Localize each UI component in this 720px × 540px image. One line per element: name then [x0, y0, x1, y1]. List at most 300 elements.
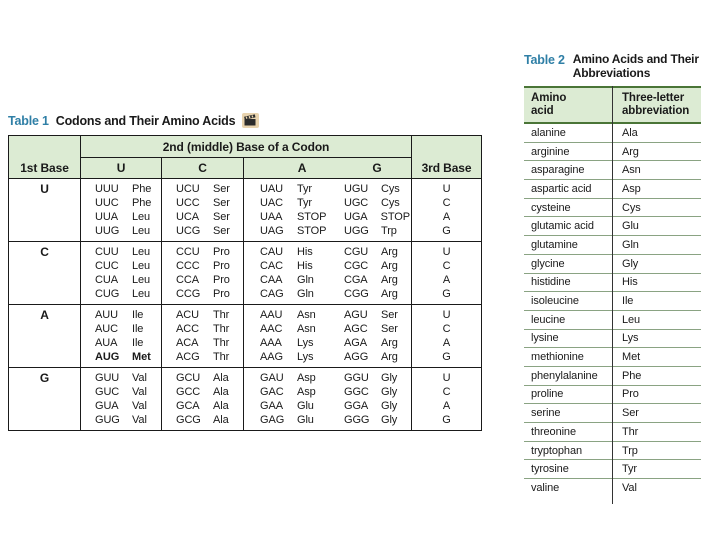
table2-caption [524, 53, 701, 80]
codon-entry [344, 182, 410, 196]
third-base-letter: G [442, 288, 451, 300]
table1-label: Table 1 [8, 113, 49, 128]
first-base-cell: G [9, 368, 81, 431]
amino-acid-abbr: Arg [381, 260, 398, 272]
codon: CAU [260, 246, 283, 258]
col-header-base-g: G [372, 161, 382, 175]
amino-acid-abbr: Ile [132, 323, 144, 335]
amino-acid-abbreviation: Lys [622, 332, 639, 345]
amino-acid-name: cysteine [531, 201, 571, 214]
codon-cell-a-g [244, 242, 412, 305]
codon-entry [176, 182, 243, 196]
amino-acid-abbr: STOP [297, 211, 327, 223]
codon-entry [260, 336, 344, 350]
amino-acid-abbreviation: Leu [622, 313, 641, 326]
codon-entry [176, 259, 243, 273]
codon-entry [95, 259, 161, 273]
codon-entry [95, 371, 161, 385]
codon-entry [176, 210, 243, 224]
codon-entry [176, 322, 243, 336]
codon-subcol-a [260, 308, 344, 364]
codon: CCU [176, 246, 200, 258]
codon-table-section [8, 110, 481, 431]
codon: AUC [95, 323, 118, 335]
amino-acid-abbr: Leu [132, 260, 151, 272]
codon-entry [260, 287, 344, 301]
codon-table-header-row-1 [9, 136, 482, 158]
amino-acid-abbreviation: Gln [622, 238, 639, 251]
codon: AGA [344, 337, 367, 349]
amino-acid-abbr: Val [132, 372, 147, 384]
amino-acid-name: histidine [531, 276, 571, 289]
codon-entry [176, 287, 243, 301]
codon: GAC [260, 386, 284, 398]
codon: CGU [344, 246, 369, 258]
amino-acid-abbreviation: Pro [622, 388, 639, 401]
codon: GCA [176, 400, 200, 412]
codon-entry [344, 371, 410, 385]
amino-acid-table-section [524, 53, 701, 498]
amino-acid-abbr: Ser [381, 323, 398, 335]
first-base-cell: C [9, 242, 81, 305]
amino-acid-abbr: Thr [213, 323, 230, 335]
amino-acid-abbreviation: Arg [622, 145, 639, 158]
amino-acid-abbr: Gln [297, 274, 314, 286]
amino-acid-name: methionine [531, 351, 584, 364]
amino-acid-abbr: STOP [297, 225, 327, 237]
amino-acid-abbr: Ala [213, 372, 229, 384]
amino-acid-abbr: Ser [213, 197, 230, 209]
amino-acid-abbr: Leu [132, 274, 151, 286]
table1-caption [8, 110, 481, 131]
amino-acid-abbr: Ala [213, 400, 229, 412]
amino-acid-name: valine [531, 482, 560, 495]
codon-a-g-wrap [244, 245, 411, 301]
table2-title-line2: Abbreviations [572, 65, 651, 80]
amino-acid-abbr: Met [132, 351, 151, 363]
codon-cell-c [162, 179, 244, 242]
third-base-letter: C [442, 323, 451, 335]
amino-acid-abbr: Leu [132, 288, 151, 300]
codon: GAA [260, 400, 283, 412]
col-header-base-a-g [244, 158, 412, 179]
amino-acid-abbr: Arg [381, 337, 398, 349]
codon: GAU [260, 372, 284, 384]
codon-cell-u [81, 305, 162, 368]
codon-entry [95, 308, 161, 322]
table2-title [573, 53, 699, 80]
codon: CGA [344, 274, 368, 286]
third-base-cell [412, 305, 482, 368]
amino-acid-abbr: Cys [381, 183, 400, 195]
codon-entry [344, 385, 410, 399]
codon: UCG [176, 225, 201, 237]
amino-acid-abbr: Leu [132, 225, 151, 237]
codon-entry [95, 413, 161, 427]
table1-title: Codons and Their Amino Acids [55, 113, 236, 128]
amino-acid-abbr: Pro [213, 288, 230, 300]
codon-entry [344, 196, 410, 210]
amino-acid-abbr: Tyr [297, 197, 312, 209]
first-base-cell: U [9, 179, 81, 242]
codon-entry [344, 224, 410, 238]
codon: UCC [176, 197, 200, 209]
amino-acid-name: leucine [531, 313, 566, 326]
codon: AGG [344, 351, 369, 363]
codon-entry [176, 336, 243, 350]
amino-acid-abbr: Arg [381, 274, 398, 286]
codon-entry [95, 399, 161, 413]
codon-entry [95, 385, 161, 399]
codon: UCA [176, 211, 199, 223]
amino-acid-name: threonine [531, 425, 576, 438]
amino-acid-abbr: Phe [132, 197, 152, 209]
codon: GCC [176, 386, 201, 398]
codon: GUU [95, 372, 120, 384]
codon-entry [176, 399, 243, 413]
codon: ACG [176, 351, 200, 363]
third-base-letter: U [442, 309, 451, 321]
codon-entry [260, 245, 344, 259]
codon-subcol-g [344, 182, 410, 238]
amino-acid-abbr: Asn [297, 323, 316, 335]
codon: CUA [95, 274, 118, 286]
third-base-letter: U [442, 372, 451, 384]
codon-entry [176, 350, 243, 364]
amino-acid-abbr: Cys [381, 197, 400, 209]
codon-entry [95, 336, 161, 350]
third-base-letter: G [442, 225, 451, 237]
third-base-cell [412, 368, 482, 431]
codon: UGU [344, 183, 369, 195]
codon-entry [260, 413, 344, 427]
amino-acid-abbreviation: Asp [622, 182, 641, 195]
third-base-letter: A [442, 337, 451, 349]
codon-block-row-c [9, 242, 482, 305]
codon-entry [95, 287, 161, 301]
codon: CAG [260, 288, 284, 300]
column-divider-line [612, 86, 613, 504]
codon-a-g-wrap [244, 308, 411, 364]
amino-acid-abbreviation: Phe [622, 369, 642, 382]
codon: UGG [344, 225, 369, 237]
codon: GCG [176, 414, 201, 426]
codon-entry [260, 350, 344, 364]
amino-acid-abbreviation: Asn [622, 164, 641, 177]
amino-acid-abbreviation: Gly [622, 257, 639, 270]
codon-block-row-g [9, 368, 482, 431]
codon: CAA [260, 274, 283, 286]
codon: AAC [260, 323, 283, 335]
amino-acid-name: arginine [531, 145, 570, 158]
amino-acid-abbreviation: Glu [622, 220, 639, 233]
codon: UGC [344, 197, 369, 209]
col-header-base-c: C [162, 158, 244, 179]
amino-acid-abbr: Pro [213, 246, 230, 258]
amino-acid-abbr: Glu [297, 400, 314, 412]
amino-acid-abbreviation: Ala [622, 126, 638, 139]
amino-acid-name: glutamine [531, 238, 578, 251]
amino-acid-abbr: Asp [297, 372, 316, 384]
codon-cell-u [81, 368, 162, 431]
amino-acid-name: tyrosine [531, 463, 569, 476]
codon: GUC [95, 386, 120, 398]
codon: UCU [176, 183, 200, 195]
amino-acid-name: serine [531, 407, 561, 420]
amino-acid-abbreviation: Tyr [622, 463, 637, 476]
amino-acid-abbr: Ser [213, 183, 230, 195]
amino-acid-abbr: Gly [381, 400, 398, 412]
codon-entry [95, 224, 161, 238]
codon: GUA [95, 400, 119, 412]
amino-acid-abbr: Thr [213, 309, 230, 321]
codon-entry [344, 336, 410, 350]
codon: ACC [176, 323, 199, 335]
codon-subcol-a [260, 245, 344, 301]
amino-acid-abbr: Pro [213, 274, 230, 286]
codon-entry [176, 273, 243, 287]
codon-subcol-g [344, 371, 410, 427]
codon-entry [344, 413, 410, 427]
col-header-second-base: 2nd (middle) Base of a Codon [81, 136, 412, 158]
amino-acid-abbr: Ala [213, 414, 229, 426]
third-base-cell [412, 179, 482, 242]
codon-entry [344, 350, 410, 364]
amino-acid-abbr: Arg [381, 288, 398, 300]
col-header-three-letter-abbreviation: Three-letter abbreviation [622, 92, 690, 117]
codon: UUA [95, 211, 118, 223]
codon-cell-c [162, 368, 244, 431]
codon: UUC [95, 197, 119, 209]
codon-entry [344, 245, 410, 259]
first-base-cell: A [9, 305, 81, 368]
codon: GGC [344, 386, 369, 398]
amino-acid-abbr: Pro [213, 260, 230, 272]
amino-acid-abbr: His [297, 246, 313, 258]
codon-entry [176, 371, 243, 385]
codon-entry [95, 322, 161, 336]
codon-table [8, 135, 482, 431]
codon-cell-c [162, 305, 244, 368]
amino-acid-abbr: Ser [381, 309, 398, 321]
amino-acid-name: aspartic acid [531, 182, 592, 195]
amino-acid-abbr: Thr [213, 337, 230, 349]
codon: AUG [95, 351, 120, 363]
col-header-amino-acid: Amino acid [531, 92, 567, 117]
codon: CUG [95, 288, 120, 300]
amino-acid-abbreviation: Val [622, 482, 637, 495]
amino-acid-abbr: Glu [297, 414, 314, 426]
codon: GCU [176, 372, 201, 384]
codon: GUG [95, 414, 120, 426]
amino-acid-abbr: Ser [213, 211, 230, 223]
amino-acid-abbr: Tyr [297, 183, 312, 195]
codon: UAU [260, 183, 283, 195]
codon-entry [176, 224, 243, 238]
codon-cell-u [81, 179, 162, 242]
third-base-letter: A [442, 274, 451, 286]
codon: CCA [176, 274, 199, 286]
amino-acid-abbreviation: His [622, 276, 638, 289]
codon: AGU [344, 309, 368, 321]
amino-acid-abbr: Ile [132, 337, 144, 349]
codon: AUA [95, 337, 118, 349]
codon-entry [176, 245, 243, 259]
amino-acid-abbr: Val [132, 386, 147, 398]
codon-entry [95, 210, 161, 224]
codon-entry [344, 287, 410, 301]
codon: CAC [260, 260, 283, 272]
codon: UAA [260, 211, 283, 223]
amino-acid-name: asparagine [531, 164, 585, 177]
amino-acid-name: alanine [531, 126, 566, 139]
amino-acid-name: lysine [531, 332, 559, 345]
codon-subcol-g [344, 245, 410, 301]
codon-entry [344, 273, 410, 287]
codon-entry [260, 224, 344, 238]
amino-acid-name: isoleucine [531, 295, 579, 308]
codon-entry [260, 196, 344, 210]
amino-acid-abbr: Gly [381, 386, 398, 398]
amino-acid-abbr: Asn [297, 309, 316, 321]
codon-entry [260, 385, 344, 399]
codon: AAU [260, 309, 283, 321]
codon: AUU [95, 309, 118, 321]
codon-entry [176, 196, 243, 210]
amino-acid-name: phenylalanine [531, 369, 598, 382]
codon-entry [260, 399, 344, 413]
amino-acid-abbr: Ile [132, 309, 144, 321]
amino-acid-table [524, 86, 701, 498]
codon: UGA [344, 211, 368, 223]
codon-entry [344, 322, 410, 336]
codon-subcol-g [344, 308, 410, 364]
codon-subcol-a [260, 182, 344, 238]
codon: CUU [95, 246, 119, 258]
amino-acid-abbr: Leu [132, 211, 151, 223]
codon: AGC [344, 323, 368, 335]
amino-acid-abbreviation: Met [622, 351, 641, 364]
codon-entry [260, 371, 344, 385]
amino-acid-abbr: Lys [297, 351, 314, 363]
amino-acid-abbr: Gly [381, 372, 398, 384]
amino-acid-name: tryptophan [531, 444, 582, 457]
amino-acid-abbr: Phe [132, 183, 152, 195]
amino-acid-name: glutamic acid [531, 220, 594, 233]
codon-cell-a-g [244, 305, 412, 368]
codon-block-row-a [9, 305, 482, 368]
amino-acid-abbreviation: Cys [622, 201, 641, 214]
codon-entry [260, 259, 344, 273]
third-base-letter: G [442, 351, 451, 363]
third-base-letter: C [442, 197, 451, 209]
codon-entry [344, 399, 410, 413]
codon: UAG [260, 225, 284, 237]
amino-acid-abbreviation: Ser [622, 407, 639, 420]
amino-acid-abbr: Lys [297, 337, 314, 349]
amino-acid-abbr: Trp [381, 225, 397, 237]
amino-acid-abbr: Arg [381, 246, 398, 258]
codon: AAA [260, 337, 282, 349]
third-base-letter: U [442, 246, 451, 258]
col-header-third-base: 3rd Base [412, 136, 482, 179]
codon-cell-u [81, 242, 162, 305]
codon: ACU [176, 309, 199, 321]
codon: UUU [95, 183, 119, 195]
amino-acid-abbreviation: Thr [622, 425, 639, 438]
codon: CGG [344, 288, 369, 300]
codon: ACA [176, 337, 199, 349]
amino-acid-abbr: Val [132, 400, 147, 412]
third-base-letter: U [442, 183, 451, 195]
codon-cell-a-g [244, 368, 412, 431]
codon-entry [95, 273, 161, 287]
codon-entry [176, 385, 243, 399]
codon: UAC [260, 197, 283, 209]
codon-entry [344, 259, 410, 273]
third-base-letter: A [442, 211, 451, 223]
codon-entry [176, 308, 243, 322]
clapperboard-icon [242, 113, 259, 128]
amino-acid-abbr: Gly [381, 414, 398, 426]
codon-entry [260, 322, 344, 336]
amino-acid-abbr: His [297, 260, 313, 272]
codon-entry [95, 196, 161, 210]
codon: CCG [176, 288, 201, 300]
amino-acid-abbr: STOP [380, 211, 410, 223]
codon-a-g-wrap [244, 182, 411, 238]
amino-acid-abbr: Val [132, 414, 147, 426]
amino-acid-abbr: Arg [381, 351, 398, 363]
col-header-base-a: A [297, 161, 307, 175]
table2-label: Table 2 [524, 53, 565, 67]
amino-acid-name: glycine [531, 257, 565, 270]
col-header-first-base: 1st Base [9, 136, 81, 179]
codon-a-g-wrap [244, 371, 411, 427]
codon-cell-c [162, 242, 244, 305]
codon: GGG [344, 414, 370, 426]
amino-acid-abbreviation: Ile [622, 295, 634, 308]
codon: CUC [95, 260, 119, 272]
codon-entry [176, 413, 243, 427]
codon-entry [344, 308, 410, 322]
amino-acid-name: proline [531, 388, 564, 401]
amino-acid-abbr: Ser [213, 225, 230, 237]
amino-acid-abbr: Gln [297, 288, 314, 300]
codon-entry [260, 210, 344, 224]
codon: AAG [260, 351, 283, 363]
codon: UUG [95, 225, 120, 237]
amino-acid-abbreviation: Trp [622, 444, 638, 457]
third-base-letter: A [442, 400, 451, 412]
codon-cell-a-g [244, 179, 412, 242]
codon-entry [260, 308, 344, 322]
codon-entry [260, 273, 344, 287]
table2-title-line1: Amino Acids and Their [572, 52, 699, 66]
codon-subcol-a [260, 371, 344, 427]
codon-entry [95, 350, 161, 364]
codon: GGU [344, 372, 369, 384]
third-base-letter: C [442, 260, 451, 272]
codon-entry [95, 182, 161, 196]
codon-entry [95, 245, 161, 259]
codon-entry [344, 210, 410, 224]
third-base-letter: C [442, 386, 451, 398]
codon: CCC [176, 260, 200, 272]
codon: GAG [260, 414, 285, 426]
third-base-cell [412, 242, 482, 305]
codon: GGA [344, 400, 369, 412]
